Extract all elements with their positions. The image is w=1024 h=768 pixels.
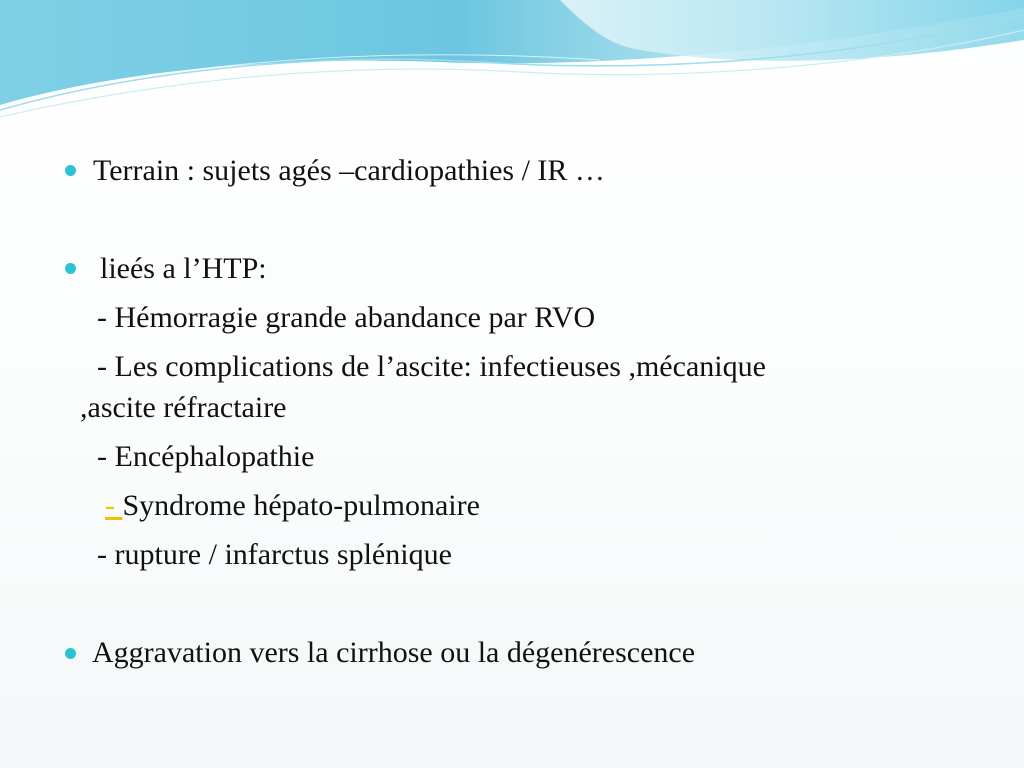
bullet-3-icon: [65, 648, 76, 659]
sub-item-rupture: - rupture / infarctus splénique: [97, 538, 452, 571]
sub-item-encephalopathie: - Encéphalopathie: [97, 440, 315, 473]
bullet-2-icon: [65, 263, 76, 274]
sub-item-syndrome-text: Syndrome hépato-pulmonaire: [122, 489, 480, 522]
highlighted-dash: -: [105, 489, 123, 522]
sub-item-complications-continued: ,ascite réfractaire: [80, 391, 287, 424]
bullet-2-text: lieés a l’HTP:: [100, 252, 267, 285]
sub-item-syndrome: [105, 489, 480, 523]
bullet-1-icon: [65, 165, 76, 176]
bullet-3-text: Aggravation vers la cirrhose ou la dégenérescence: [92, 636, 696, 669]
sub-item-complications: - Les complications de l’ascite: infectieuses ,mécanique: [97, 350, 766, 383]
sub-item-hemorragie: - Hémorragie grande abandance par RVO: [97, 301, 596, 334]
header-wave-decoration: [0, 0, 1024, 125]
bullet-1-text: Terrain : sujets agés –cardiopathies / IR …: [93, 154, 605, 187]
